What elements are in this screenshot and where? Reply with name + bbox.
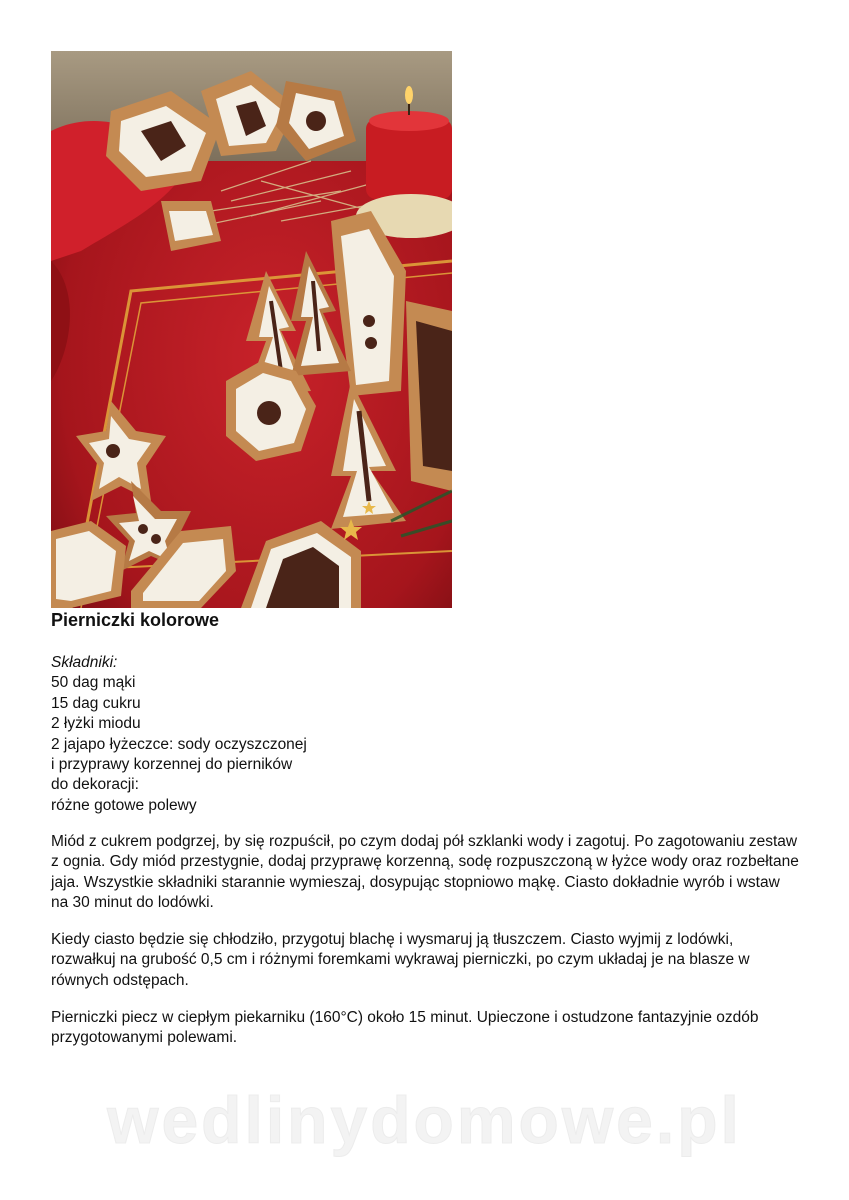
ingredient-item: 2 łyżki miodu — [51, 715, 141, 733]
gingerbread-cookies-image — [51, 51, 452, 608]
instruction-paragraph-3: Pierniczki piecz w ciepłym piekarniku (160°C) około 15 minut. Upieczone i ostudzone fantazyjnie ozdób przygotowanymi polewami. — [51, 1009, 759, 1047]
instruction-paragraph-2: Kiedy ciasto będzie się chłodziło, przygotuj blachę i wysmaruj ją tłuszczem. Ciasto wyjmij z lodówki, rozwałkuj na grubość 0,5 cm i różnymi foremkami wykrawaj pierniczki, po czym układaj je na blasze w równych odstępach. — [51, 931, 750, 989]
ingredient-item: do dekoracji: — [51, 776, 139, 794]
ingredients-label: Składniki: — [51, 654, 118, 671]
ingredient-item: i przyprawy korzennej do pierników — [51, 756, 293, 774]
ingredient-item: 15 dag cukru — [51, 694, 141, 712]
ingredient-item: różne gotowe polewy — [51, 796, 197, 814]
ingredient-item: 2 jajapo łyżeczce: sody oczyszczonej — [51, 735, 307, 753]
ingredient-item: 50 dag mąki — [51, 674, 136, 692]
instruction-paragraph-1: Miód z cukrem podgrzej, by się rozpuścił, po czym dodaj pół szklanki wody i zagotuj. Po zagotowaniu zestaw z ognia. Gdy miód przestygnie, dodaj przyprawę korzenną, sodę rozpuszczoną w łyżce wody oraz rozbełtane jaja. Wszystkie składniki starannie wymieszaj, dosypując stopniowo mąkę. Ciasto dokładnie wyrób i wstaw na 30 minut do lodówki. — [51, 833, 799, 912]
recipe-title: Pierniczki kolorowe — [51, 610, 220, 630]
ingredients-list — [51, 653, 307, 816]
recipe-photo — [51, 51, 452, 608]
watermark: wedlinydomowe.pl — [107, 1083, 742, 1157]
